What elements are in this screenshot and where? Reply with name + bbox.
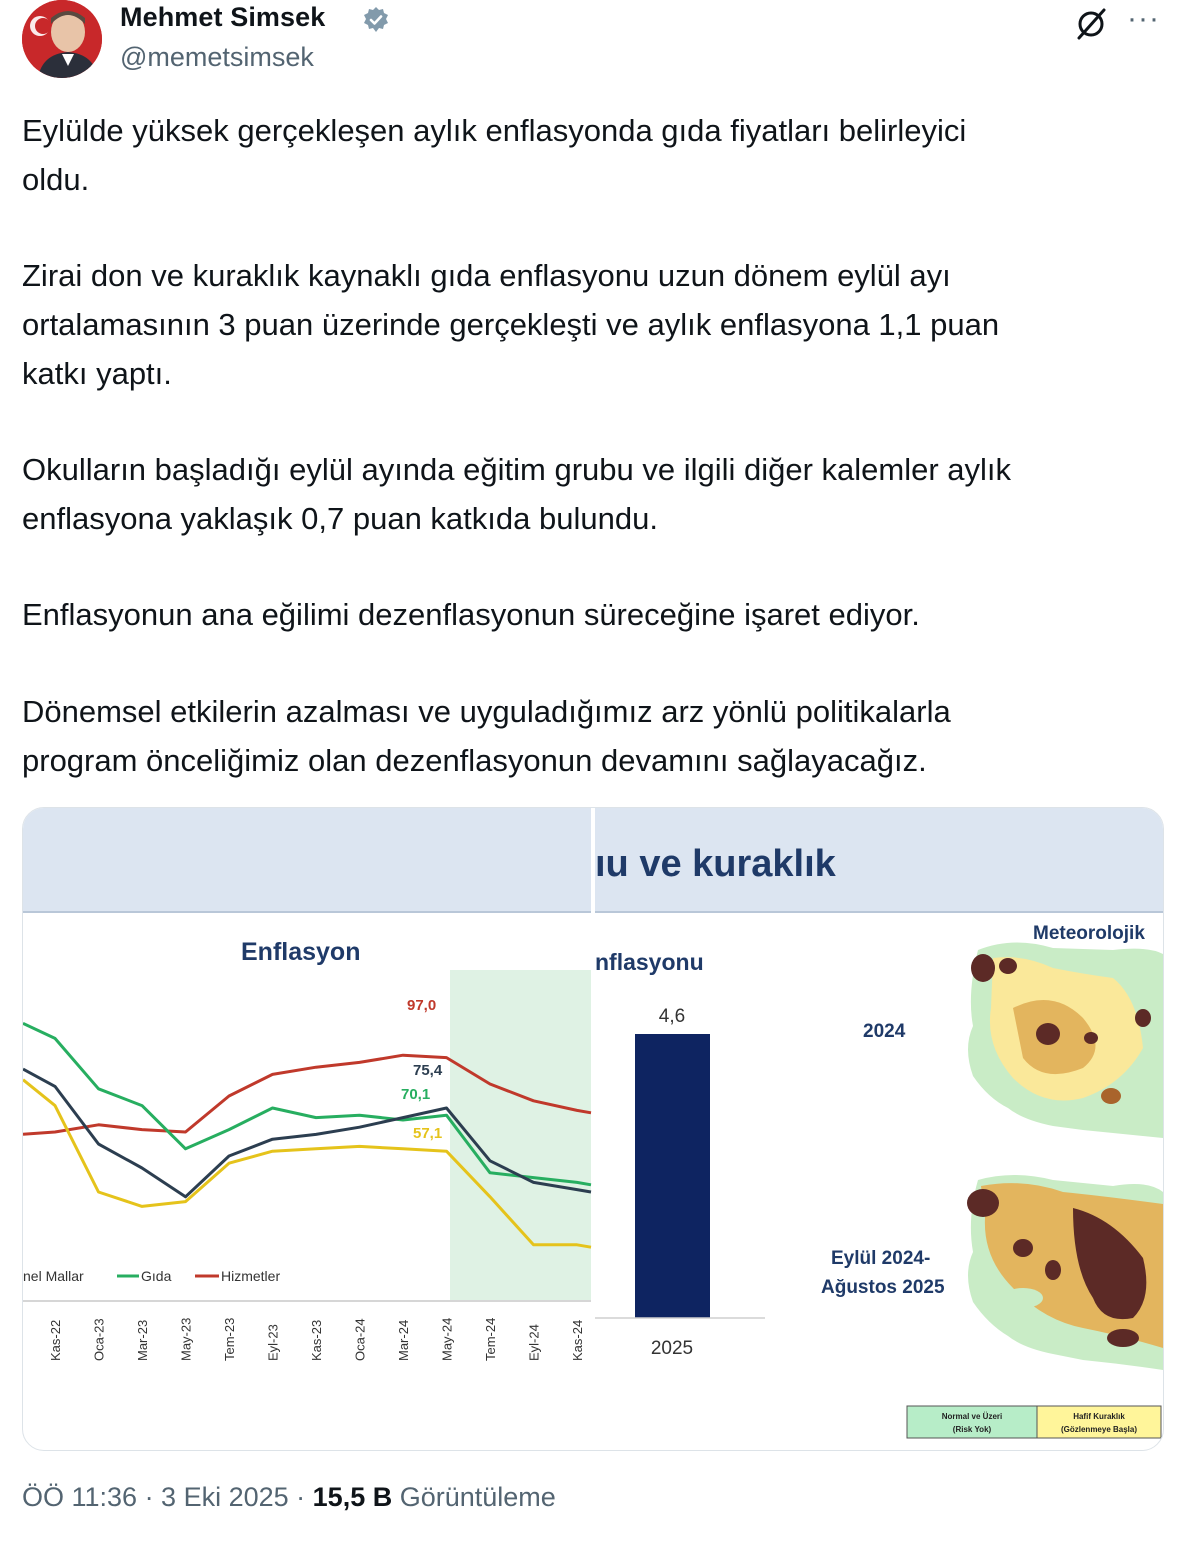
line-chart-title: Enflasyon — [241, 938, 361, 966]
author-handle[interactable]: @memetsimsek — [120, 42, 314, 72]
author-name[interactable]: Mehmet Simsek — [120, 2, 326, 32]
tweet-timestamp[interactable]: ÖÖ 11:36 · 3 Eki 2025 · — [22, 1482, 313, 1512]
x-tick-label: Eyl-23 — [265, 1324, 281, 1361]
tweet-media-image[interactable] — [22, 807, 1164, 1451]
x-tick-label: Mar-24 — [396, 1319, 411, 1361]
tweet-meta — [22, 1482, 556, 1513]
map-legend-mild-label: Hafif Kuraklık — [1073, 1412, 1125, 1421]
drought-map-2025 — [967, 1175, 1163, 1370]
x-tick-label: Kas-24 — [570, 1319, 585, 1361]
verified-badge-icon — [362, 6, 390, 34]
x-tick-label: Tem-24 — [483, 1317, 498, 1361]
tweet-paragraph-1: Eylülde yüksek gerçekleşen aylık enflasyonda gıda fiyatları belirleyici oldu. — [22, 113, 967, 197]
x-tick-label: May-24 — [439, 1317, 455, 1361]
map-label-2024: 2024 — [863, 1021, 906, 1042]
tweet-paragraph-3: Okulların başladığı eylül ayında eğitim grubu ve ilgili diğer kalemler aylık enflasyona yaklaşık 0,7 puan katkıda bulundu. — [22, 452, 1012, 536]
author-avatar[interactable] — [22, 0, 102, 78]
view-count: 15,5 B — [312, 1482, 393, 1512]
map-legend-normal-label: Normal ve Üzeri — [941, 1412, 1003, 1421]
map-legend-mild-sub: (Gözlenmeye Başla) — [1060, 1425, 1138, 1434]
highlight-region — [450, 970, 591, 1300]
slide-seam — [591, 808, 595, 1450]
tweet-paragraph-2: Zirai don ve kuraklık kaynaklı gıda enflasyonu uzun dönem eylül ayı ortalamasının 3 puan üzerinde gerçekleşti ve aylık enflasyona 1,1 puan katkı yaptı. — [22, 258, 1000, 391]
more-options-icon[interactable]: ··· — [1127, 2, 1160, 35]
slide-header-title: ıu ve kuraklık — [595, 843, 836, 885]
tweet-paragraph-5: Dönemsel etkilerin azalması ve uyguladığımız arz yönlü politikalarla program önceliğimiz olan dezenflasyonun devamını sağlayacağız. — [22, 694, 951, 778]
x-tick-label: Oca-23 — [91, 1318, 107, 1361]
map-legend-normal-sub: (Risk Yok) — [952, 1425, 992, 1434]
view-label: Görüntüleme — [392, 1482, 556, 1512]
tweet-paragraph-4: Enflasyonun ana eğilimi dezenflasyonun süreceğine işaret ediyor. — [22, 597, 920, 632]
legend-label-mallar: nel Mallar — [23, 1268, 84, 1284]
x-tick-label: Mar-23 — [135, 1319, 150, 1361]
bar-chart-title: nflasyonu — [595, 949, 704, 975]
legend-label-hizmetler: Hizmetler — [221, 1268, 281, 1284]
legend-label-gida: Gıda — [141, 1268, 172, 1284]
x-tick-label: Kas-23 — [309, 1319, 324, 1361]
map-label-period-2: Ağustos 2025 — [821, 1277, 945, 1298]
label-70: 70,1 — [401, 1086, 431, 1103]
label-57: 57,1 — [413, 1125, 443, 1142]
media-slide — [23, 808, 1163, 1450]
map-title: Meteorolojik — [1033, 923, 1145, 944]
x-tick-label: Tem-23 — [222, 1317, 237, 1361]
bar-value-label: 4,6 — [658, 1006, 686, 1027]
x-tick-label: May-23 — [178, 1317, 194, 1361]
bar-category-label: 2025 — [650, 1338, 694, 1359]
x-tick-label: Kas-22 — [48, 1319, 63, 1361]
bar-2025 — [635, 1034, 710, 1318]
label-97: 97,0 — [407, 997, 437, 1014]
map-label-period-1: Eylül 2024- — [831, 1248, 931, 1269]
drought-map-2024 — [968, 942, 1163, 1138]
x-tick-label: Oca-24 — [352, 1318, 368, 1361]
x-tick-label: Eyl-24 — [526, 1324, 542, 1361]
label-75: 75,4 — [413, 1062, 443, 1079]
grok-icon[interactable] — [1073, 6, 1109, 42]
